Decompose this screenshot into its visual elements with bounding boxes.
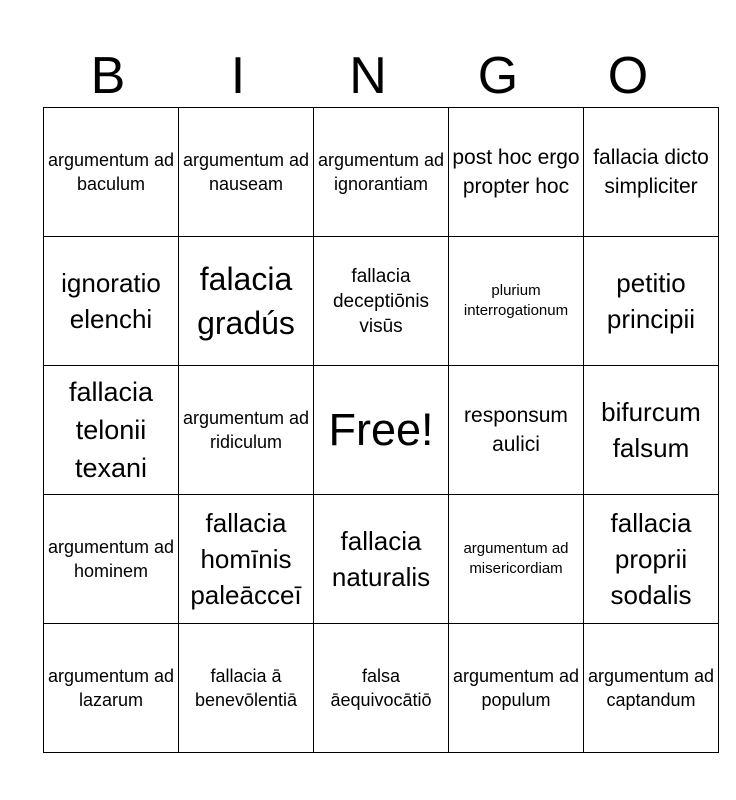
bingo-cell: fallacia ā benevōlentiā [179,624,314,753]
bingo-header [43,46,693,106]
bingo-cell: post hoc ergo propter hoc [449,108,584,237]
bingo-cell: falacia gradús [179,237,314,366]
bingo-cell: fallacia dicto simpliciter [584,108,719,237]
free-cell: Free! [314,366,449,495]
bingo-cell: ignoratio elenchi [44,237,179,366]
bingo-cell: argumentum ad hominem [44,495,179,624]
header-letter-b: B [90,47,126,105]
bingo-cell: fallacia naturalis [314,495,449,624]
bingo-row [44,237,719,366]
bingo-cell: bifurcum falsum [584,366,719,495]
bingo-cell: petitio principii [584,237,719,366]
header-letter-g: G [477,47,519,105]
bingo-cell: fallacia telonii texani [44,366,179,495]
bingo-cell: fallacia deceptiōnis visūs [314,237,449,366]
header-letter-o: O [607,47,649,105]
bingo-row [44,624,719,753]
bingo-cell: argumentum ad baculum [44,108,179,237]
bingo-cell: plurium interrogationum [449,237,584,366]
bingo-cell: argumentum ad nauseam [179,108,314,237]
bingo-cell: fallacia homīnis paleācceī [179,495,314,624]
bingo-cell: argumentum ad ignorantiam [314,108,449,237]
bingo-row [44,366,719,495]
bingo-cell: argumentum ad captandum [584,624,719,753]
header-letter-i: I [230,47,246,105]
bingo-row [44,495,719,624]
bingo-cell: argumentum ad ridiculum [179,366,314,495]
bingo-cell: fallacia proprii sodalis [584,495,719,624]
bingo-card [43,107,719,753]
bingo-row [44,108,719,237]
bingo-cell: argumentum ad populum [449,624,584,753]
bingo-cell: argumentum ad misericordiam [449,495,584,624]
bingo-cell: falsa āequivocātiō [314,624,449,753]
header-letter-n: N [349,47,387,105]
bingo-cell: responsum aulici [449,366,584,495]
bingo-cell: argumentum ad lazarum [44,624,179,753]
